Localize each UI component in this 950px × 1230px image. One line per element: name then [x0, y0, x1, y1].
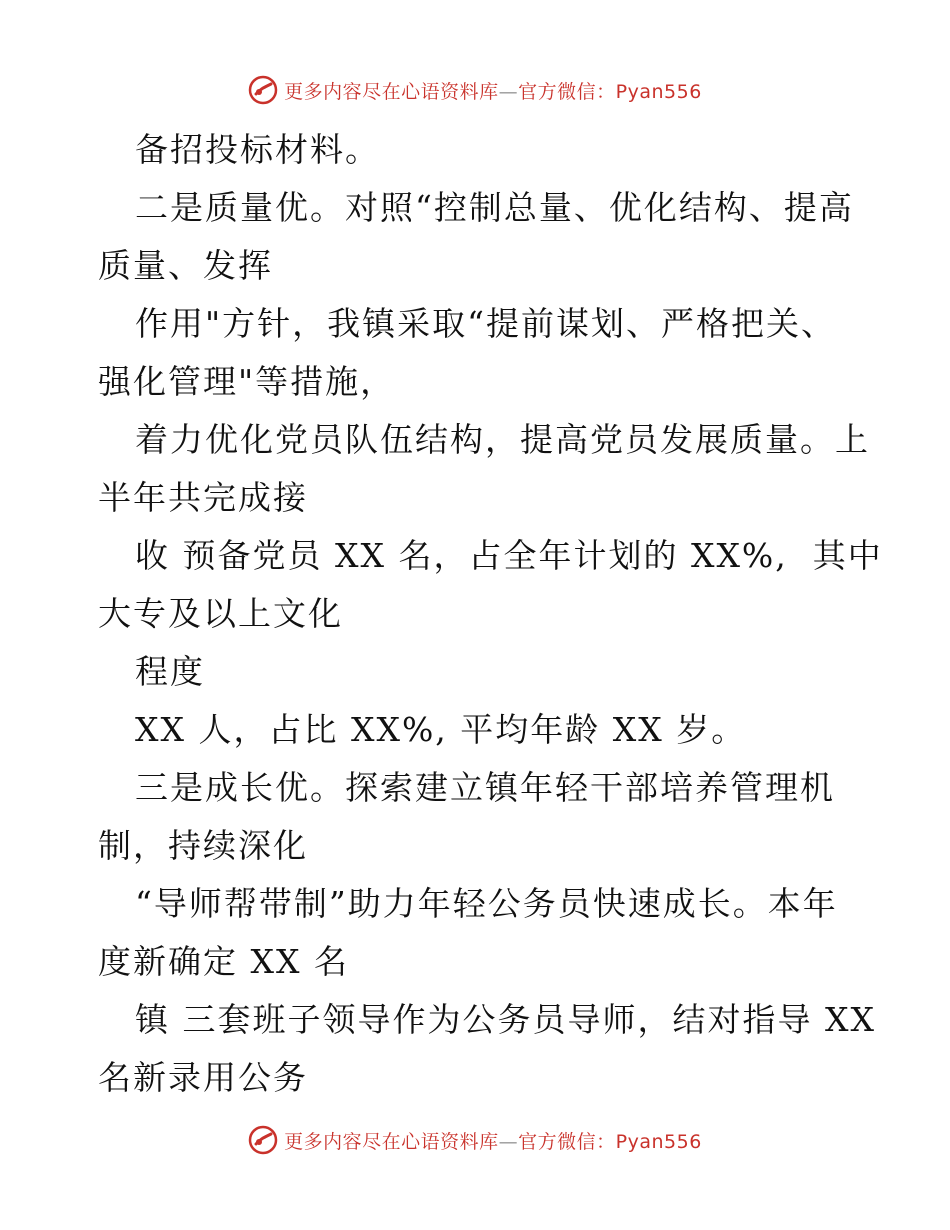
body-line: 收 预备党员 XX 名，占全年计划的 XX%, 其中 [135, 536, 883, 575]
banner-text [284, 77, 702, 104]
body-line: 强化管理"等措施， [98, 362, 396, 401]
banner-text [284, 1127, 702, 1154]
book-logo-icon [248, 1125, 278, 1155]
body-line: 大专及以上文化 [98, 594, 343, 633]
header-banner [0, 70, 950, 110]
body-line: 镇 三套班子领导作为公务员导师，结对指导 XX [135, 1000, 876, 1039]
body-line: 名新录用公务 [98, 1058, 308, 1097]
banner-main-text: 更多内容尽在心语资料库 [284, 80, 499, 103]
body-line: 半年共完成接 [98, 478, 308, 517]
body-line: 作用"方针，我镇采取“提前谋划、严格把关、 [135, 304, 837, 343]
body-line: 着力优化党员队伍结构，提高党员发展质量。上 [135, 420, 870, 459]
footer-banner [0, 1120, 950, 1160]
banner-dash: — [498, 1130, 519, 1153]
body-line: 二是质量优。对照“控制总量、优化结构、提高 [135, 188, 854, 227]
banner-wechat-text: 官方微信：Pyan556 [518, 80, 702, 103]
banner-wechat-text: 官方微信：Pyan556 [518, 1130, 702, 1153]
body-line: 制，持续深化 [98, 826, 308, 865]
body-line: XX 人，占比 XX%, 平均年龄 XX 岁。 [135, 710, 747, 749]
body-line: 程度 [135, 652, 205, 691]
book-logo-icon [248, 75, 278, 105]
banner-main-text: 更多内容尽在心语资料库 [284, 1130, 499, 1153]
body-line: 度新确定 XX 名 [98, 942, 349, 981]
banner-dash: — [498, 80, 519, 103]
body-line: 三是成长优。探索建立镇年轻干部培养管理机 [135, 768, 835, 807]
body-line: 质量、发挥 [98, 246, 273, 285]
body-line: “导师帮带制”助力年轻公务员快速成长。本年 [135, 884, 838, 923]
body-line: 备招投标材料。 [135, 130, 380, 169]
